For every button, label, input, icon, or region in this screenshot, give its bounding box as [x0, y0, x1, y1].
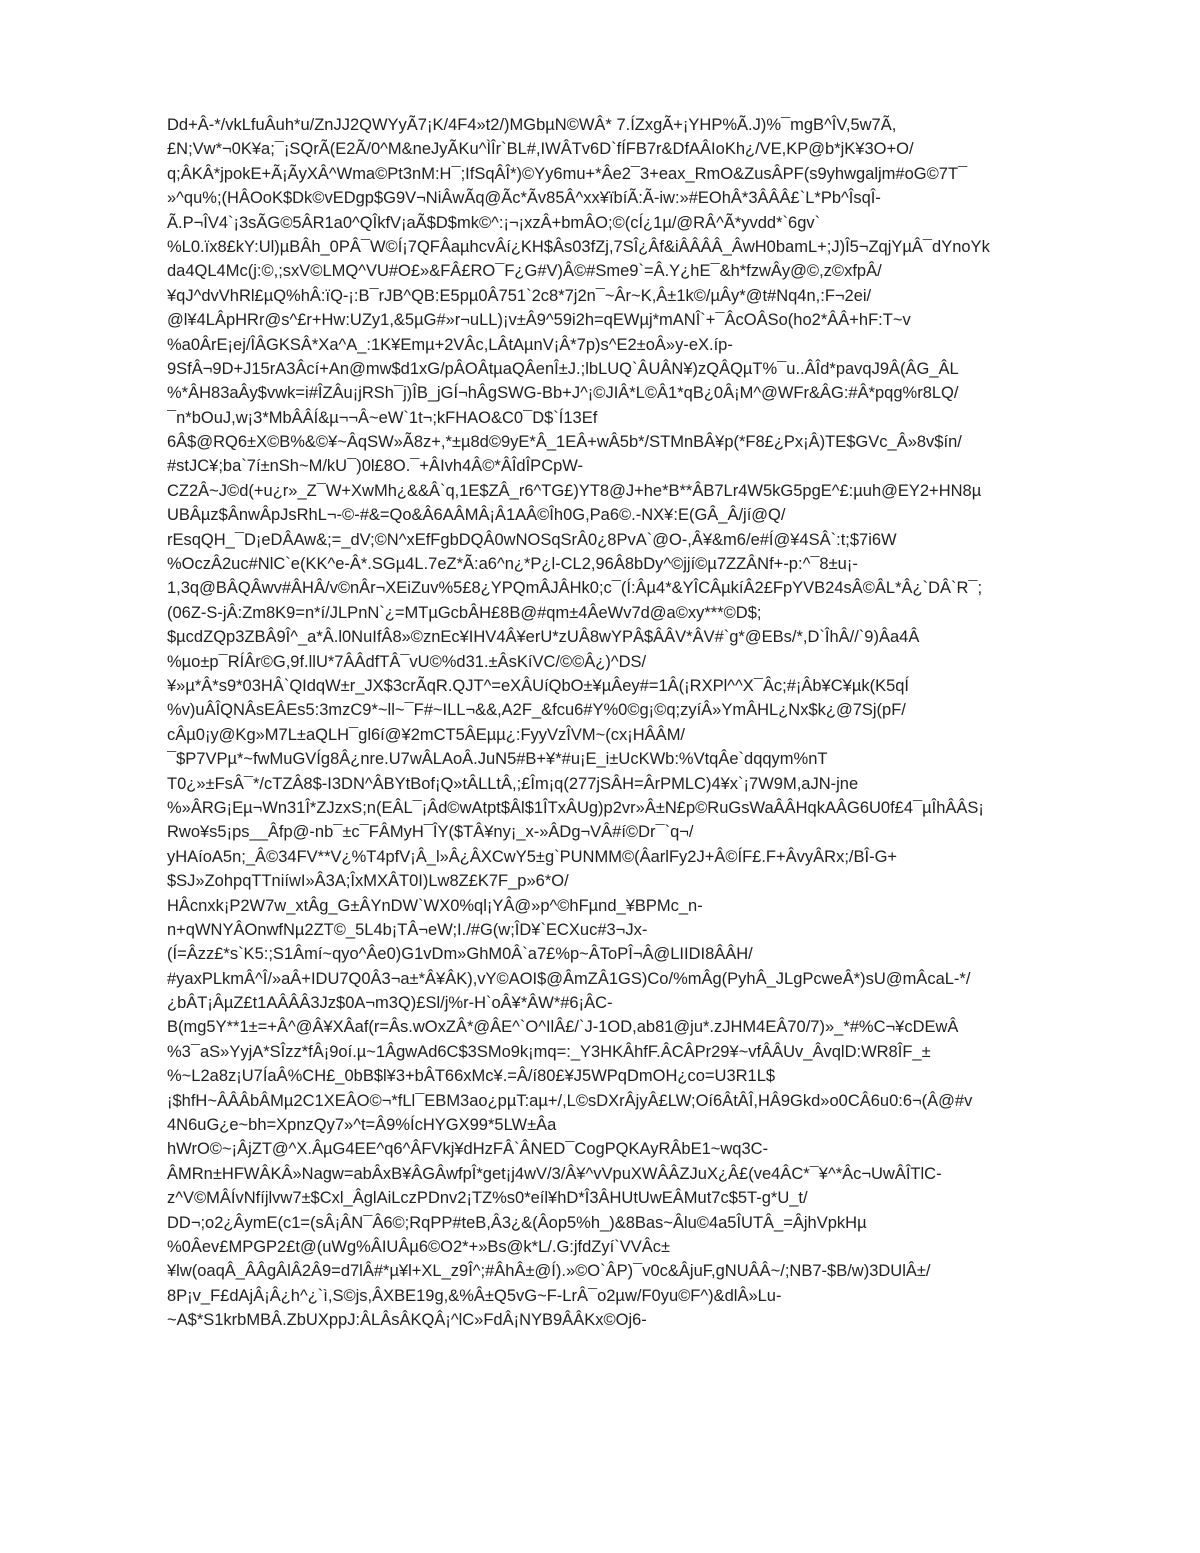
text-line: ÂMRn±HFWÂKÂ»Nagw=abÂxB¥ÂGÂwfpÎ*get¡j4wV/3/Â¥^vVpuXWÂÂZJuX¿Â£(ve4ÂC*¯¥^*Âc¬UwÂÎTlC-	[167, 1164, 942, 1183]
text-line: ¯n*bOuJ,w¡3*MbÂÂÍ&µ¬¬Â~eW`1t¬;kFHAO&C0¯D$`Í13Ef	[167, 408, 598, 427]
text-line: 6Â$@RQ6±X©B%&©¥~ÂqSW»Ã8z+,*±µ8d©9yE*Â_1EÂ+wÂ5b*/STMnBÂ¥p(*F8£¿Px¡Â)TE$GVc_Â»8v$ín/	[167, 433, 962, 452]
text-line: B(mg5Y**1±=+Â^@Â¥XÂaf(r=Âs.wOxZÂ*@ÂE^`O^IlÂ£/`J-1OD,ab81@ju*.zJHM4EÂ70/7)»_*#%C¬¥cDEwÂ	[167, 1018, 959, 1037]
text-line: 9SfÂ¬9D+J15rA3Âcí+An@mw$d1xG/pÂOÂtµaQÂenÎ±J.;lbLUQ`ÂUÂN¥)zQÂQµT%¯u..ÂÎd*pavqJ9Â(ÂG_ÂL	[167, 359, 959, 378]
text-line: ~A$*S1krbMBÂ.ZbUXppJ:ÂLÂsÂKQÂ¡^lC»FdÂ¡NYB9ÂÂKx©Oj6-	[167, 1311, 647, 1330]
text-line: UBÂµz$ÂnwÂpJsRhL¬-©-#&=Qo&Â6AÂMÂ¡Â1AÂ©Îh0G,Pa6©.-NX¥:E(GÂ_Â/jí@Q/	[167, 506, 786, 525]
text-line: yHAíoA5n;_Â©34FV**V¿%T4pfV¡Â_l»Â¿ÂXCwY5±g`PUNMM©(ÂarlFy2J+Â©ÍF£.F+ÂvyÂRx;/BÎ-G+	[167, 847, 898, 866]
body-text	[167, 113, 1127, 1333]
text-line: Ã.P¬ÎV4`¡3sÃG©5ÂR1a0^QÎkfV¡aÃ$D$mk©^:¡¬¡xzÂ+bmÂO;©(cÍ¿1µ/@RÂ^Ã*yvdd*`6gv`	[167, 213, 821, 232]
text-line: 1,3q@BÂQÂwv#ÂHÂ/v©nÂr¬XEiZuv%5£8¿YPQmÂJÂHk0;c¯(Í:Âµ4*&YÎCÂµkíÂ2£FpYVB24sÂ©ÂL*Â¿`DÂ`R¯;	[167, 579, 983, 598]
text-line: ¡$hfH~ÂÂÂbÂMµ2C1XEÂO©¬*fLl¯EBM3ao¿pµT:aµ+/,L©sDXrÂjyÂ£LW;Oí6ÂtÂÎ,HÂ9Gkd»o0CÂ6u0:6¬(Â@#v	[167, 1091, 973, 1110]
text-line: Dd+Â-*/vkLfuÂuh*u/ZnJJ2QWYyÃ7¡K/4F4»t2/)MGbµN©WÂ* 7.ÍZxgÃ+¡YHP%Ã.J)%¯mgB^ÎV,5w7Ã,	[167, 116, 897, 134]
text-line: %»ÂRG¡Eµ¬Wn31Î*ZJzxS;n(EÂL¯¡Âd©wAtpt$Âl$1ÎTxÂUg)p2vr»Â±N£p©RuGsWaÂÂHqkAÂG6U0f£4¯µÎhÂÂS¡	[167, 798, 984, 817]
text-line: n+qWNYÂOnwfNµ2ZT©_5L4b¡TÂ¬eW;I./#G(w;ÎD¥`ECXuc#3¬Jx-	[167, 920, 648, 939]
text-line: ¯$P7VPµ*~fwMuGVÍg8Â¿nre.U7wÂLAoÂ.JuN5#B+¥*#u¡E_i±UcKWb:%VtqÂe`dqqym%nT	[167, 750, 828, 769]
text-line: %µo±p¯RÍÂr©G,9f.llU*7ÂÂdfTÂ¯vU©%d31.±ÂsKíVC/©©Â¿)^DS/	[167, 652, 647, 671]
text-line: #yaxPLkmÂ^Î/»aÂ+IDU7Q0Â3¬a±*Â¥ÂK),vY©AOI$@ÂmZÂ1GS)Co/%mÂg(PyhÂ_JLgPcweÂ*)sU@mÂcaL-*/	[167, 969, 971, 988]
text-line: %v)uÂÎQNÂsEÂEs5:3mzC9*~ll~¯F#~ILL¬&&,A2F_&fcu6#Y%0©g¡©q;zyíÂ»YmÂHL¿Nx$k¿@7Sj(pF/	[167, 701, 906, 720]
text-line: (Í=Âzz£*s`K5:;S1Âmí~qyo^Âe0)G1vDm»GhM0Â`a7£%p~ÂToPÎ¬Â@LIIDI8ÂÂH/	[167, 945, 753, 964]
text-line: rEsqQH_¯D¡eDÂAw&;=_dV;©N^xEfFgbDQÂ0wNOSqSrÂ0¿8PvA`@O-,Â¥&m6/e#Í@¥4SÂ`:t;$7i6W	[167, 530, 897, 549]
text-line: CZ2Â~J©d(+u¿r»_Z¯W+XwMh¿&&Â`q,1E$ZÂ_r6^TG£)YT8@J+he*B**ÂB7Lr4W5kG5pgE^£:µuh@EY2+HN8µ	[167, 481, 982, 500]
text-line: ¿bÂT¡ÂµZ£t1AÂÂÂ3Jz$0A¬m3Q)£Sl/j%r-H`oÂ¥*ÂW*#6¡ÂC-	[167, 994, 613, 1013]
text-line: ¥qJ^dvVhRl£µQ%hÂ:ïQ-¡:B¯rJB^QB:E5pµ0Â751`2c8*7j2n¯~Âr~K,Â±1k©/µÂy*@t#Nq4n,:F¬2ei/	[167, 286, 872, 305]
text-line: $µcdZQp3ZBÂ9Î^_a*Â.l0NuIfÂ8»©znEc¥IHV4Â¥erU*zUÂ8wYPÂ$ÂÂV*ÂV#`g*@EBs/*,D`ÎhÂ//`9)Âa4Â	[167, 628, 920, 647]
text-line: ¥lw(oaqÂ_ÂÂgÂlÂ2Â9=d7lÂ#*µ¥l+XL_z9Î^;#ÂhÂ±@Í).»©O`ÂP)¯v0c&ÂjuF,gNUÂÂ~/;NB7-$B/w)3DUlÂ±/	[167, 1262, 931, 1281]
text-line: da4QL4Mc(j:©,;sxV©LMQ^VU#O£»&FÂ£RO¯F¿G#V)Â©#Sme9`=Â.Y¿hE¯&h*fzwÂy@©,z©xfpÂ/	[167, 262, 882, 281]
text-line: @l¥4LÂpHRr@s^£r+Hw:UZy1,&5µG#»r¬uLL)¡v±Â9^59i2h=qEWµj*mANÎ`+¯ÂcOÂSo(ho2*ÂÂ+hF:T~v	[167, 311, 911, 330]
text-line: cÂµ0¡y@Kg»M7L±aQLH¯gl6í@¥2mCT5ÂEµµ¿:FyyVzÎVM~(cx¡HÂÂM/	[167, 725, 686, 744]
text-line: »^qu%;(HÂOoK$Dk©vEDgp$G9V¬NiÂwÃq@Ãc*Ãv85Â^xx¥ïbíÃ:Ã-iw:»#EOhÂ*3ÂÂÂ£`L*Pb^ÎsqÎ-	[167, 189, 881, 208]
text-line: %~L2a8z¡U7ÍaÂ%CH£_0bB$l¥3+bÂT66xMc¥.=Â/í80£¥J5WPqDmOH¿co=U3R1L$	[167, 1067, 776, 1086]
text-line: T0¿»±FsÂ¯*/cTZÂ8$-I3DN^ÂBYtBof¡Q»tÂLLtÂ,;£Îm¡q(277jSÂH=ÂrPMLC)4¥x`¡7W9M,aJN-jne	[167, 774, 859, 793]
text-line: %a0ÂrE¡ej/ÎÂGKSÂ*Xa^A_:1K¥Emµ+2VÂc,LÂtAµnV¡Â*7p)s^E2±oÂ»y-eX.íp-	[167, 335, 733, 354]
text-line: %3¯aS»YyjA*SÎzz*fÂ¡9oí.µ~1ÂgwAd6C$3SMo9k¡mq=:_Y3HKÂhfF.ÂCÂPr29¥~vfÂÂUv_ÂvqlD:WR8ÎF_±	[167, 1042, 931, 1061]
text-line: 8P¡v_F£dAjÂ¡Â¿h^¿`ì,S©js,ÂXBE19g,&%Â±Q5vG~F-LrÂ¯o2µw/F0yu©F^)&dlÂ»Lu-	[167, 1286, 782, 1305]
text-line: 4N6uG¿e~bh=XpnzQy7»^t=Â9%ÍcHYGX99*5LW±Âa	[167, 1116, 557, 1135]
text-line: DD¬;o2¿ÂymE(c1=(sÂ¡ÂN¯Â6©;RqPP#teB,Â3¿&(Âop5%h_)&8Bas~Âlu©4a5ÎUTÂ_=ÂjhVpkHµ	[167, 1213, 867, 1232]
text-line: (06Z-S-jÂ:Zm8K9=n*í/JLPnN`¿=MTµGcbÂH£8B@#qm±4ÂeWv7d@a©xy***©D$;	[167, 603, 762, 622]
text-line: $SJ»ZohpqTTniíwI»Â3A;ÎxMXÂT0I)Lw8Z£K7F_p»6*O/	[167, 872, 569, 891]
text-line: %OczÂ2uc#NlC`e(KK^e-Â*.SGµ4L.7eZ*Ã:a6^n¿*P¿l-CL2,96Â8bDy^©jjí©µ7ZZÂNf+-p:^¯8±u¡-	[167, 555, 858, 574]
text-line: HÂcnxk¡P2W7w_xtÂg_G±ÂYnDW`WX0%ql¡YÂ@»p^©hFµnd_¥BPMc_n-	[167, 896, 703, 915]
text-line: q;ÂKÂ*jpokE+Ã¡ÃyXÂ^Wma©Pt3nM:H¯;IfSqÂÎ*)©Yy6mu+*Âe2¯3+eax_RmO&ZusÂPF(s9yhwgaljm#oG©7T¯	[167, 164, 968, 183]
text-line: Rwo¥s5¡ps__Âfp@-nb¯±c¯FÂMyH¯ÎY($TÂ¥ny¡_x-»ÂDg¬VÂ#í©Dr¯`q¬/	[167, 823, 694, 842]
text-line: #stJC¥;ba`7í±nSh~M/kU¯)0l£8O.¯+ÂIvh4Â©*ÂÎdÎPCpW-	[167, 457, 584, 476]
text-line: %*ÂH83aÂy$vwk=i#ÎZÂu¡jRSh¯j)ÎB_jGÍ¬hÂgSWG-Bb+J^¡©JIÂ*L©Â1*qB¿0Â¡M^@WFr&ÂG:#Â*pqg%r8LQ/	[167, 384, 959, 403]
text-line: %0Âev£MPGP2£t@(uWg%ÂIUÂµ6©O2*+»Bs@k*L/.G:jfdZyí`VVÂc±	[167, 1237, 671, 1256]
text-line: %L0.ïx8£kY:Ul)µBÂh_0PÂ¯W©Í¡7QFÂaµhcvÂí¿KH$Âs03fZj,7SÎ¿Âf&iÂÂÂÂ_ÂwH0bamL+;J)Î5¬ZqjYµÂ¯dYnoYk	[167, 237, 990, 256]
text-line: ¥»µ*Â*s9*03HÂ`QIdqW±r_JX$3crÃqR.QJT^=eXÂUíQbO±¥µÂey#=1Â(¡RXPl^^X¯Âc;#¡Âb¥C¥µk(K5qÍ	[167, 676, 910, 695]
text-line: hWrO©~¡ÂjZT@^X.ÂµG4EE^q6^ÂFVkj¥dHzFÂ`ÂNED¯CogPQKAyRÂbE1~wq3C-	[167, 1140, 769, 1159]
text-line: z^V©MÂÍvNfíjlvw7±$Cxl_ÂglAiLczPDnv2¡TZ%s0*eíl¥hD*Î3ÂHUtUwEÂMut7c$5T-g*U_t/	[167, 1189, 808, 1208]
text-line: £N;Vw*¬0K¥a;¯¡SQrÃ(E2Ã/0^M&neJyÃKu^ÌÎr`BL#,IWÂTv6D`fÍFB7r&DfAÂIoKh¿/VE,KP@b*jK¥3O+O/	[167, 140, 914, 159]
